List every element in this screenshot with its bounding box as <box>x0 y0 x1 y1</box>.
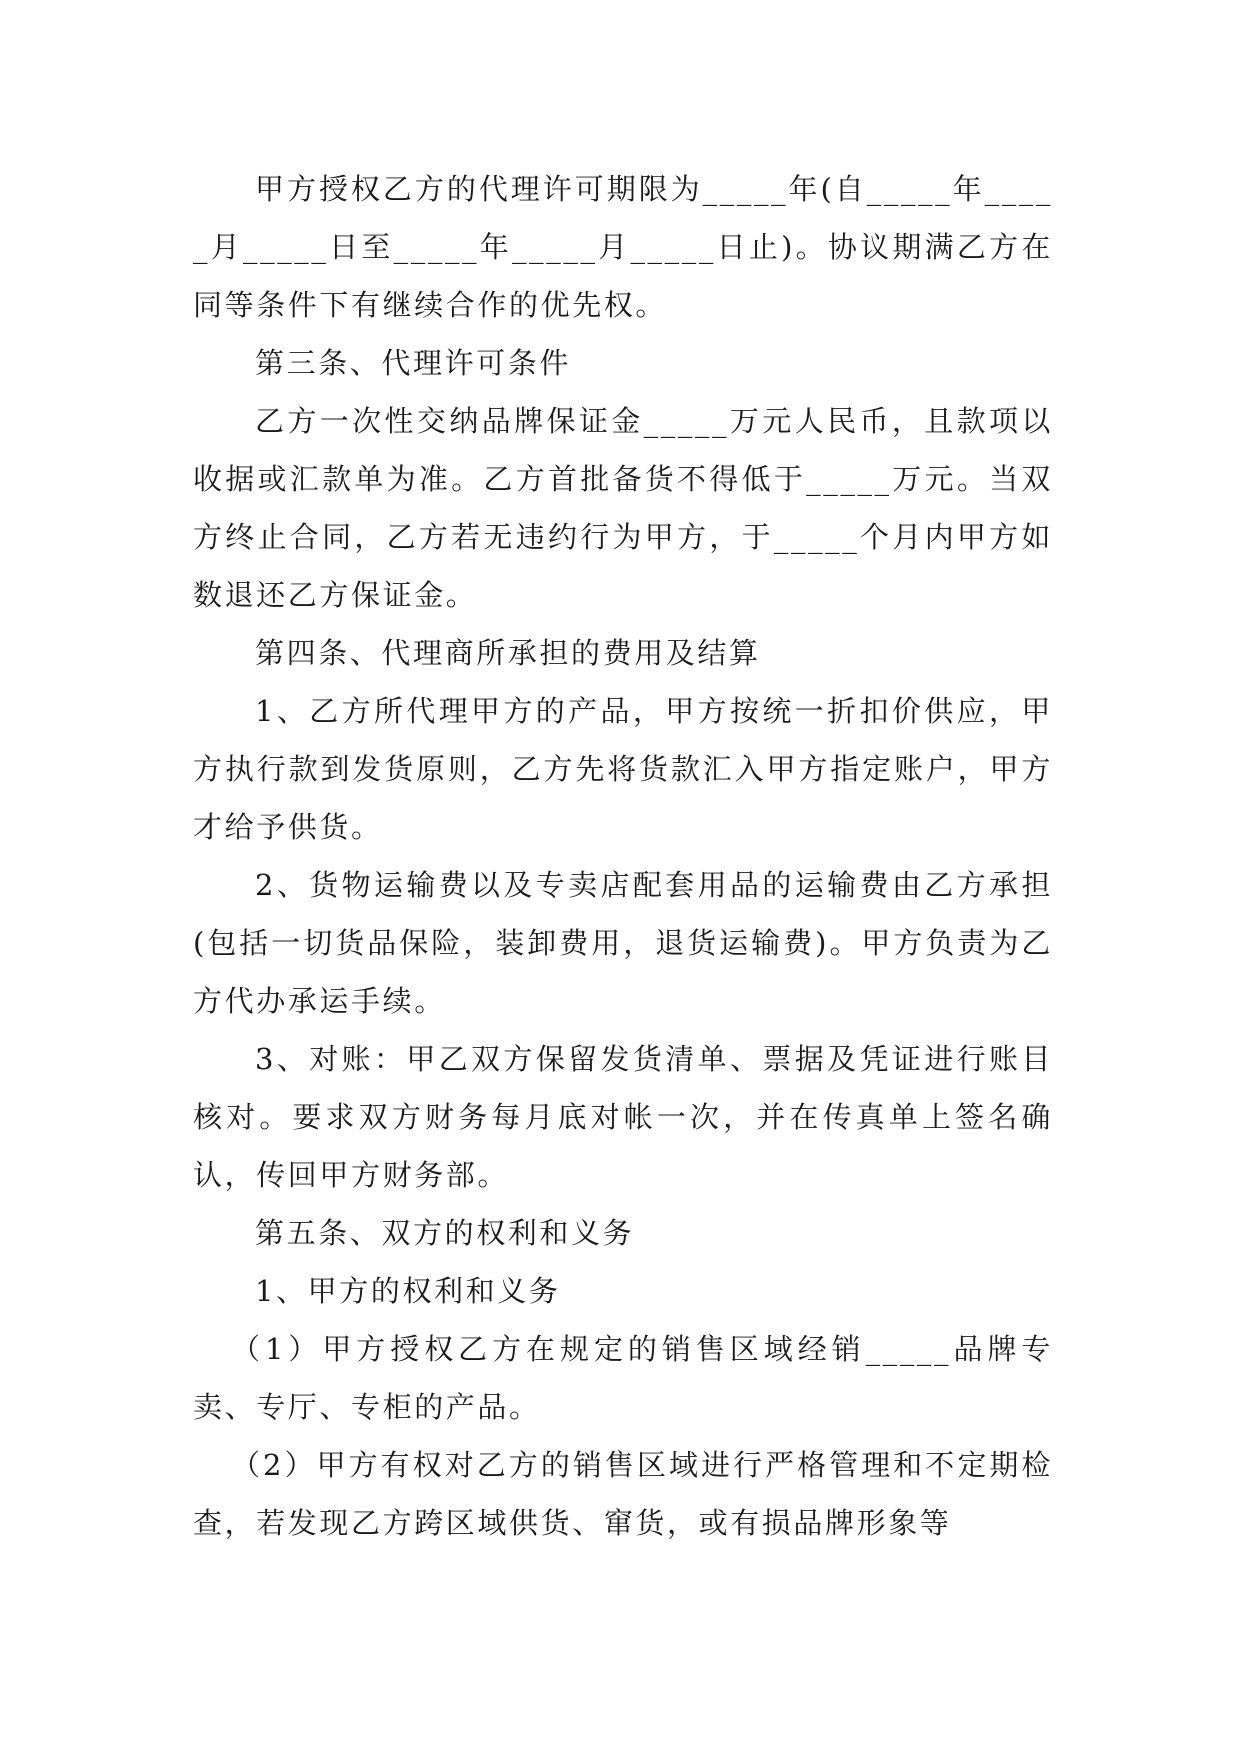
paragraph-deposit: 乙方一次性交纳品牌保证金_____万元人民币，且款项以收据或汇款单为准。乙方首批备货不得低于_____万元。当双方终止合同，乙方若无违约行为甲方，于_____个月内甲方如数退还乙方保证金。 <box>193 404 1053 612</box>
document-body <box>193 160 1053 1552</box>
paragraph-item-3: 3、对账：甲乙双方保留发货清单、票据及凭证进行账目核对。要求双方财务每月底对帐一次，并在传真单上签名确认，传回甲方财务部。 <box>193 1042 1053 1192</box>
heading-article-4: 第四条、代理商所承担的费用及结算 <box>255 636 761 670</box>
heading-article-5: 第五条、双方的权利和义务 <box>255 1216 635 1250</box>
paragraph-item-1: 1、乙方所代理甲方的产品，甲方按统一折扣价供应，甲方执行款到发货原则，乙方先将货款汇入甲方指定账户，甲方才给予供货。 <box>193 694 1053 844</box>
paragraph-license-term: 甲方授权乙方的代理许可期限为_____年(自_____年_____月_____日至_____年_____月_____日止)。协议期满乙方在同等条件下有继续合作的优先权。 <box>193 172 1053 322</box>
paragraph-item-2: 2、货物运输费以及专卖店配套用品的运输费由乙方承担(包括一切货品保险，装卸费用，退货运输费)。甲方负责为乙方代办承运手续。 <box>193 868 1053 1018</box>
heading-article-3: 第三条、代理许可条件 <box>255 346 572 380</box>
paragraph-subitem-2: （2）甲方有权对乙方的销售区域进行严格管理和不定期检查，若发现乙方跨区域供货、窜货，或有损品牌形象等 <box>193 1448 1053 1540</box>
paragraph-subitem-1: （1）甲方授权乙方在规定的销售区域经销_____品牌专卖、专厅、专柜的产品。 <box>193 1332 1053 1424</box>
subheading-party-a-rights: 1、甲方的权利和义务 <box>255 1274 561 1308</box>
